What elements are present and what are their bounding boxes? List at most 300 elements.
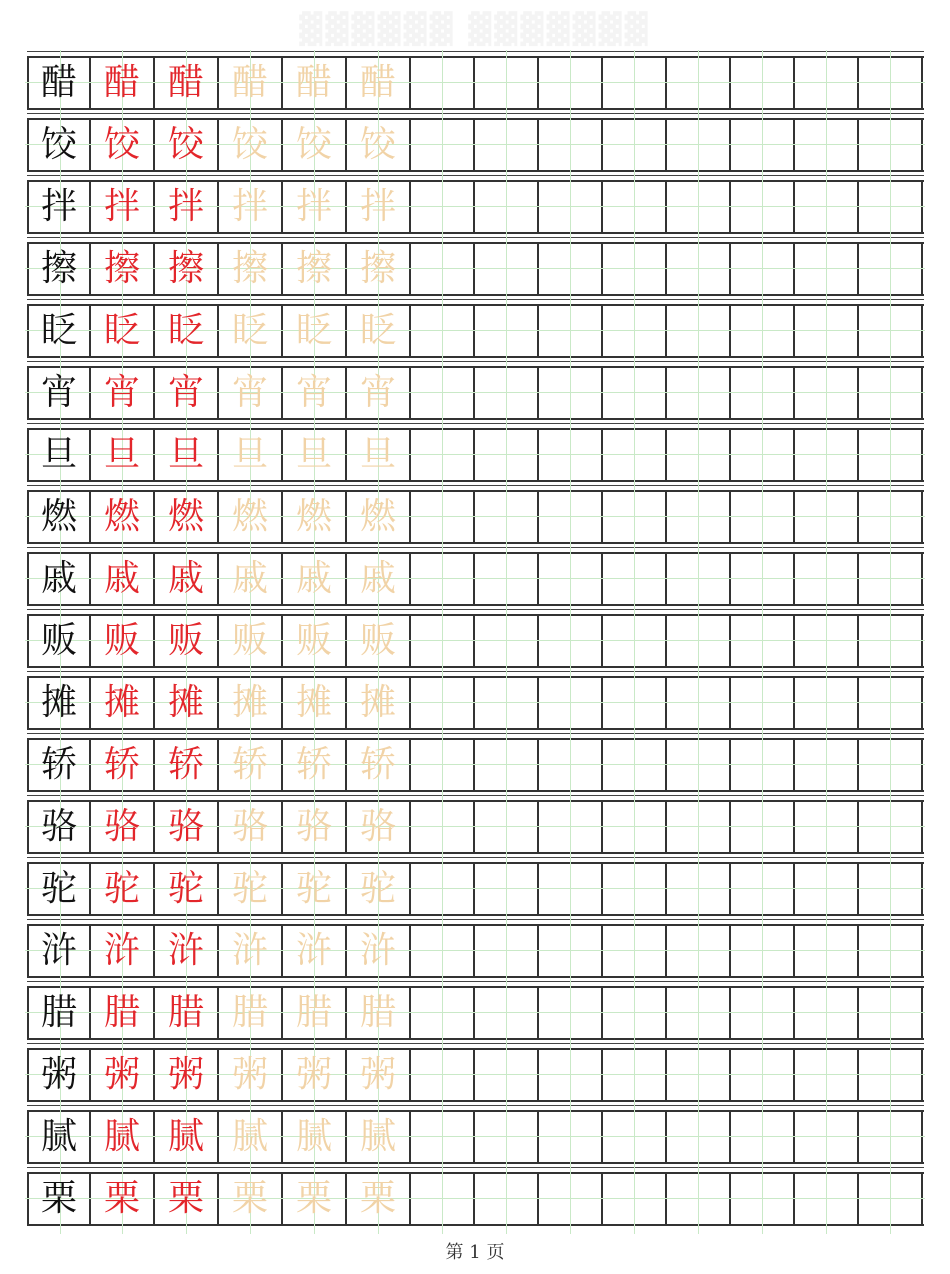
grid-cell[interactable] [859,554,923,604]
grid-cell[interactable] [347,306,411,356]
grid-cell[interactable] [859,616,923,666]
grid-cell[interactable] [411,802,475,852]
grid-cell[interactable] [283,1050,347,1100]
grid-cell[interactable] [539,864,603,914]
grid-cell[interactable] [91,740,155,790]
grid-cell[interactable] [859,58,923,108]
grid-cell[interactable] [539,740,603,790]
red-example-character: 浒 [167,930,204,971]
grid-cell[interactable] [155,554,219,604]
grid-cell[interactable] [539,988,603,1038]
practice-row [27,552,924,606]
grid-cell[interactable] [283,120,347,170]
grid-cell[interactable] [539,1112,603,1162]
trace-character: 贩 [231,620,268,661]
grid-cell[interactable] [603,988,667,1038]
grid-cell[interactable] [475,306,539,356]
grid-cell[interactable] [603,616,667,666]
practice-row [27,1110,924,1164]
grid-cell[interactable] [475,368,539,418]
trace-character: 擦 [231,248,268,289]
grid-cell[interactable] [155,802,219,852]
grid-cell[interactable] [731,306,795,356]
grid-cell[interactable] [731,1112,795,1162]
grid-cell[interactable] [731,1050,795,1100]
grid-cell[interactable] [411,678,475,728]
grid-cell[interactable] [859,182,923,232]
grid-cell[interactable] [219,554,283,604]
grid-cell[interactable] [475,616,539,666]
grid-cell[interactable] [795,368,859,418]
grid-cell[interactable] [411,430,475,480]
trace-character: 浒 [231,930,268,971]
grid-cell[interactable] [795,58,859,108]
grid-cell[interactable] [667,616,731,666]
grid-cell[interactable] [603,740,667,790]
red-example-character: 醋 [103,62,140,103]
grid-cell[interactable] [603,120,667,170]
grid-cell[interactable] [859,864,923,914]
grid-cell[interactable] [155,678,219,728]
grid-cell [27,926,91,976]
trace-character: 栗 [295,1178,332,1219]
grid-cell[interactable] [859,1112,923,1162]
grid-cell[interactable] [283,740,347,790]
grid-cell[interactable] [219,864,283,914]
grid-cell[interactable] [667,58,731,108]
grid-cell[interactable] [283,988,347,1038]
grid-cell[interactable] [91,306,155,356]
grid-cell[interactable] [475,554,539,604]
grid-cell[interactable] [603,58,667,108]
grid-cell[interactable] [411,182,475,232]
grid-cell[interactable] [731,678,795,728]
grid-cell[interactable] [667,120,731,170]
grid-cell[interactable] [539,58,603,108]
red-example-character: 眨 [167,310,204,351]
trace-character: 贩 [295,620,332,661]
grid-cell [27,1050,91,1100]
grid-cell[interactable] [219,616,283,666]
grid-cell[interactable] [411,1050,475,1100]
grid-cell[interactable] [411,306,475,356]
model-character: 粥 [40,1054,77,1095]
grid-cell[interactable] [603,802,667,852]
grid-cell[interactable] [859,244,923,294]
grid-cell[interactable] [91,1174,155,1224]
grid-cell[interactable] [91,678,155,728]
red-example-character: 摊 [103,682,140,723]
model-character: 栗 [40,1178,77,1219]
trace-character: 醋 [231,62,268,103]
grid-cell[interactable] [347,802,411,852]
red-example-character: 眨 [103,310,140,351]
grid-cell[interactable] [731,368,795,418]
grid-cell[interactable] [411,988,475,1038]
grid-cell[interactable] [603,1174,667,1224]
grid-cell[interactable] [411,368,475,418]
grid-cell[interactable] [219,430,283,480]
grid-cell[interactable] [283,926,347,976]
grid-cell[interactable] [667,1050,731,1100]
grid-cell[interactable] [91,368,155,418]
model-character: 腊 [40,992,77,1033]
grid-cell[interactable] [667,306,731,356]
grid-cell[interactable] [667,864,731,914]
practice-row [27,1172,924,1226]
grid-cell[interactable] [539,616,603,666]
grid-cell[interactable] [91,988,155,1038]
grid-cell[interactable] [795,1174,859,1224]
grid-cell[interactable] [475,740,539,790]
grid-cell[interactable] [347,368,411,418]
practice-grid [27,56,924,1234]
grid-cell[interactable] [667,988,731,1038]
grid-cell[interactable] [475,244,539,294]
grid-cell[interactable] [795,616,859,666]
grid-cell[interactable] [411,120,475,170]
grid-cell[interactable] [347,120,411,170]
grid-cell[interactable] [347,926,411,976]
grid-cell[interactable] [731,58,795,108]
grid-cell[interactable] [155,182,219,232]
grid-cell[interactable] [475,988,539,1038]
grid-cell[interactable] [283,554,347,604]
grid-cell[interactable] [731,926,795,976]
grid-cell[interactable] [859,492,923,542]
grid-cell[interactable] [667,740,731,790]
grid-cell[interactable] [731,120,795,170]
grid-cell[interactable] [155,244,219,294]
grid-cell[interactable] [91,616,155,666]
grid-cell[interactable] [219,988,283,1038]
grid-cell[interactable] [667,492,731,542]
grid-cell[interactable] [347,1050,411,1100]
grid-cell[interactable] [475,58,539,108]
practice-row [27,614,924,668]
grid-cell[interactable] [731,802,795,852]
grid-cell[interactable] [475,926,539,976]
grid-cell[interactable] [539,1174,603,1224]
grid-cell[interactable] [219,1112,283,1162]
grid-cell[interactable] [859,678,923,728]
grid-cell[interactable] [731,864,795,914]
grid-cell[interactable] [347,678,411,728]
grid-cell[interactable] [667,368,731,418]
grid-cell[interactable] [411,554,475,604]
grid-cell[interactable] [347,616,411,666]
grid-cell[interactable] [859,1174,923,1224]
grid-cell[interactable] [539,306,603,356]
grid-cell[interactable] [667,554,731,604]
grid-cell[interactable] [219,58,283,108]
grid-cell[interactable] [347,1174,411,1224]
grid-cell[interactable] [475,1174,539,1224]
grid-cell[interactable] [731,1174,795,1224]
grid-cell[interactable] [283,492,347,542]
grid-cell[interactable] [91,864,155,914]
trace-character: 腻 [295,1116,332,1157]
grid-cell[interactable] [283,306,347,356]
trace-character: 旦 [359,434,396,475]
grid-cell[interactable] [475,182,539,232]
grid-cell[interactable] [795,554,859,604]
grid-cell[interactable] [667,802,731,852]
grid-cell[interactable] [219,120,283,170]
grid-cell[interactable] [603,1112,667,1162]
trace-character: 眨 [359,310,396,351]
grid-cell[interactable] [91,244,155,294]
grid-cell[interactable] [155,926,219,976]
grid-cell[interactable] [475,802,539,852]
grid-cell[interactable] [603,492,667,542]
grid-cell[interactable] [155,120,219,170]
grid-cell[interactable] [539,678,603,728]
grid-cell[interactable] [667,182,731,232]
grid-cell[interactable] [795,430,859,480]
grid-cell[interactable] [603,678,667,728]
red-example-character: 栗 [103,1178,140,1219]
grid-cell[interactable] [795,864,859,914]
grid-cell[interactable] [475,678,539,728]
grid-cell[interactable] [539,430,603,480]
grid-cell[interactable] [155,58,219,108]
grid-cell[interactable] [795,492,859,542]
trace-character: 粥 [231,1054,268,1095]
grid-cell[interactable] [219,306,283,356]
grid-cell[interactable] [795,1050,859,1100]
grid-cell[interactable] [795,182,859,232]
grid-cell[interactable] [731,616,795,666]
grid-cell[interactable] [667,1112,731,1162]
grid-cell[interactable] [603,1050,667,1100]
grid-cell[interactable] [91,1050,155,1100]
grid-cell[interactable] [603,430,667,480]
grid-cell[interactable] [155,740,219,790]
grid-cell[interactable] [219,182,283,232]
grid-cell[interactable] [283,678,347,728]
trace-character: 拌 [295,186,332,227]
grid-cell[interactable] [91,554,155,604]
grid-cell[interactable] [219,740,283,790]
grid-cell[interactable] [859,368,923,418]
grid-cell[interactable] [475,120,539,170]
red-example-character: 拌 [103,186,140,227]
grid-cell[interactable] [539,120,603,170]
grid-cell[interactable] [219,244,283,294]
grid-cell[interactable] [795,802,859,852]
grid-cell[interactable] [859,926,923,976]
trace-character: 轿 [231,744,268,785]
grid-cell[interactable] [667,244,731,294]
grid-cell[interactable] [283,182,347,232]
red-example-character: 贩 [103,620,140,661]
grid-cell[interactable] [347,182,411,232]
grid-cell[interactable] [475,1050,539,1100]
model-character: 骆 [40,806,77,847]
grid-cell[interactable] [667,430,731,480]
practice-row [27,56,924,110]
grid-cell[interactable] [539,492,603,542]
grid-cell[interactable] [731,740,795,790]
model-character: 眨 [40,310,77,351]
model-character: 浒 [40,930,77,971]
grid-cell[interactable] [603,554,667,604]
grid-cell[interactable] [155,492,219,542]
grid-cell[interactable] [539,554,603,604]
grid-cell[interactable] [155,1050,219,1100]
grid-cell[interactable] [91,1112,155,1162]
grid-cell[interactable] [283,368,347,418]
grid-cell[interactable] [603,182,667,232]
grid-cell[interactable] [347,244,411,294]
grid-cell[interactable] [603,244,667,294]
grid-cell[interactable] [603,368,667,418]
grid-cell[interactable] [411,1112,475,1162]
grid-cell[interactable] [411,244,475,294]
grid-cell[interactable] [795,740,859,790]
grid-cell[interactable] [411,740,475,790]
grid-cell[interactable] [347,430,411,480]
grid-cell[interactable] [603,306,667,356]
grid-cell[interactable] [219,926,283,976]
red-example-character: 骆 [103,806,140,847]
grid-cell[interactable] [283,1112,347,1162]
grid-cell[interactable] [731,554,795,604]
trace-character: 腊 [231,992,268,1033]
grid-cell[interactable] [859,306,923,356]
grid-cell[interactable] [347,988,411,1038]
grid-cell[interactable] [539,802,603,852]
grid-cell[interactable] [539,244,603,294]
red-example-character: 腊 [167,992,204,1033]
trace-character: 宵 [295,372,332,413]
grid-cell[interactable] [859,988,923,1038]
grid-cell[interactable] [475,492,539,542]
grid-cell[interactable] [91,492,155,542]
grid-cell[interactable] [155,430,219,480]
grid-cell[interactable] [347,740,411,790]
grid-cell[interactable] [347,492,411,542]
grid-cell[interactable] [91,926,155,976]
grid-cell[interactable] [539,1050,603,1100]
grid-cell[interactable] [91,430,155,480]
trace-character: 骆 [231,806,268,847]
trace-character: 擦 [359,248,396,289]
grid-cell[interactable] [411,616,475,666]
grid-cell[interactable] [539,926,603,976]
grid-cell[interactable] [155,616,219,666]
grid-cell[interactable] [859,802,923,852]
grid-cell[interactable] [731,988,795,1038]
grid-cell[interactable] [219,802,283,852]
grid-cell[interactable] [731,244,795,294]
grid-cell[interactable] [411,926,475,976]
grid-cell[interactable] [155,1174,219,1224]
grid-cell[interactable] [283,244,347,294]
grid-cell[interactable] [859,120,923,170]
grid-cell[interactable] [155,306,219,356]
grid-cell[interactable] [603,864,667,914]
grid-cell[interactable] [795,244,859,294]
grid-cell[interactable] [283,58,347,108]
grid-cell[interactable] [411,864,475,914]
grid-cell[interactable] [731,430,795,480]
grid-cell[interactable] [283,1174,347,1224]
red-example-character: 浒 [103,930,140,971]
grid-cell [27,368,91,418]
practice-row [27,986,924,1040]
grid-cell [27,864,91,914]
grid-cell[interactable] [347,58,411,108]
grid-cell[interactable] [155,988,219,1038]
grid-cell[interactable] [795,1112,859,1162]
grid-cell[interactable] [219,1050,283,1100]
grid-cell[interactable] [667,678,731,728]
red-example-character: 燃 [167,496,204,537]
practice-row [27,118,924,172]
grid-cell[interactable] [539,368,603,418]
grid-cell[interactable] [795,120,859,170]
grid-cell[interactable] [859,740,923,790]
grid-cell[interactable] [219,368,283,418]
grid-cell[interactable] [539,182,603,232]
grid-cell[interactable] [91,802,155,852]
grid-cell[interactable] [283,864,347,914]
grid-cell[interactable] [283,802,347,852]
grid-cell [27,244,91,294]
grid-cell[interactable] [795,678,859,728]
grid-cell[interactable] [475,430,539,480]
grid-cell[interactable] [155,864,219,914]
grid-cell[interactable] [91,120,155,170]
grid-cell[interactable] [219,678,283,728]
grid-cell[interactable] [347,864,411,914]
grid-cell[interactable] [219,1174,283,1224]
grid-cell[interactable] [347,554,411,604]
grid-cell[interactable] [795,988,859,1038]
grid-cell[interactable] [411,58,475,108]
grid-cell[interactable] [475,1112,539,1162]
practice-row [27,366,924,420]
grid-cell[interactable] [155,1112,219,1162]
grid-cell[interactable] [795,926,859,976]
grid-cell[interactable] [91,182,155,232]
trace-character: 骆 [359,806,396,847]
model-character: 贩 [40,620,77,661]
grid-cell[interactable] [667,926,731,976]
grid-cell[interactable] [411,492,475,542]
grid-cell[interactable] [219,492,283,542]
grid-cell[interactable] [859,1050,923,1100]
grid-cell[interactable] [155,368,219,418]
grid-cell[interactable] [859,430,923,480]
grid-cell[interactable] [411,1174,475,1224]
grid-cell[interactable] [283,430,347,480]
grid-cell[interactable] [283,616,347,666]
trace-character: 醋 [359,62,396,103]
grid-cell[interactable] [475,864,539,914]
grid-cell[interactable] [603,926,667,976]
trace-character: 腻 [231,1116,268,1157]
grid-cell[interactable] [731,182,795,232]
grid-cell[interactable] [347,1112,411,1162]
grid-cell[interactable] [795,306,859,356]
red-example-character: 饺 [167,124,204,165]
grid-cell[interactable] [731,492,795,542]
grid-cell[interactable] [91,58,155,108]
grid-cell[interactable] [667,1174,731,1224]
